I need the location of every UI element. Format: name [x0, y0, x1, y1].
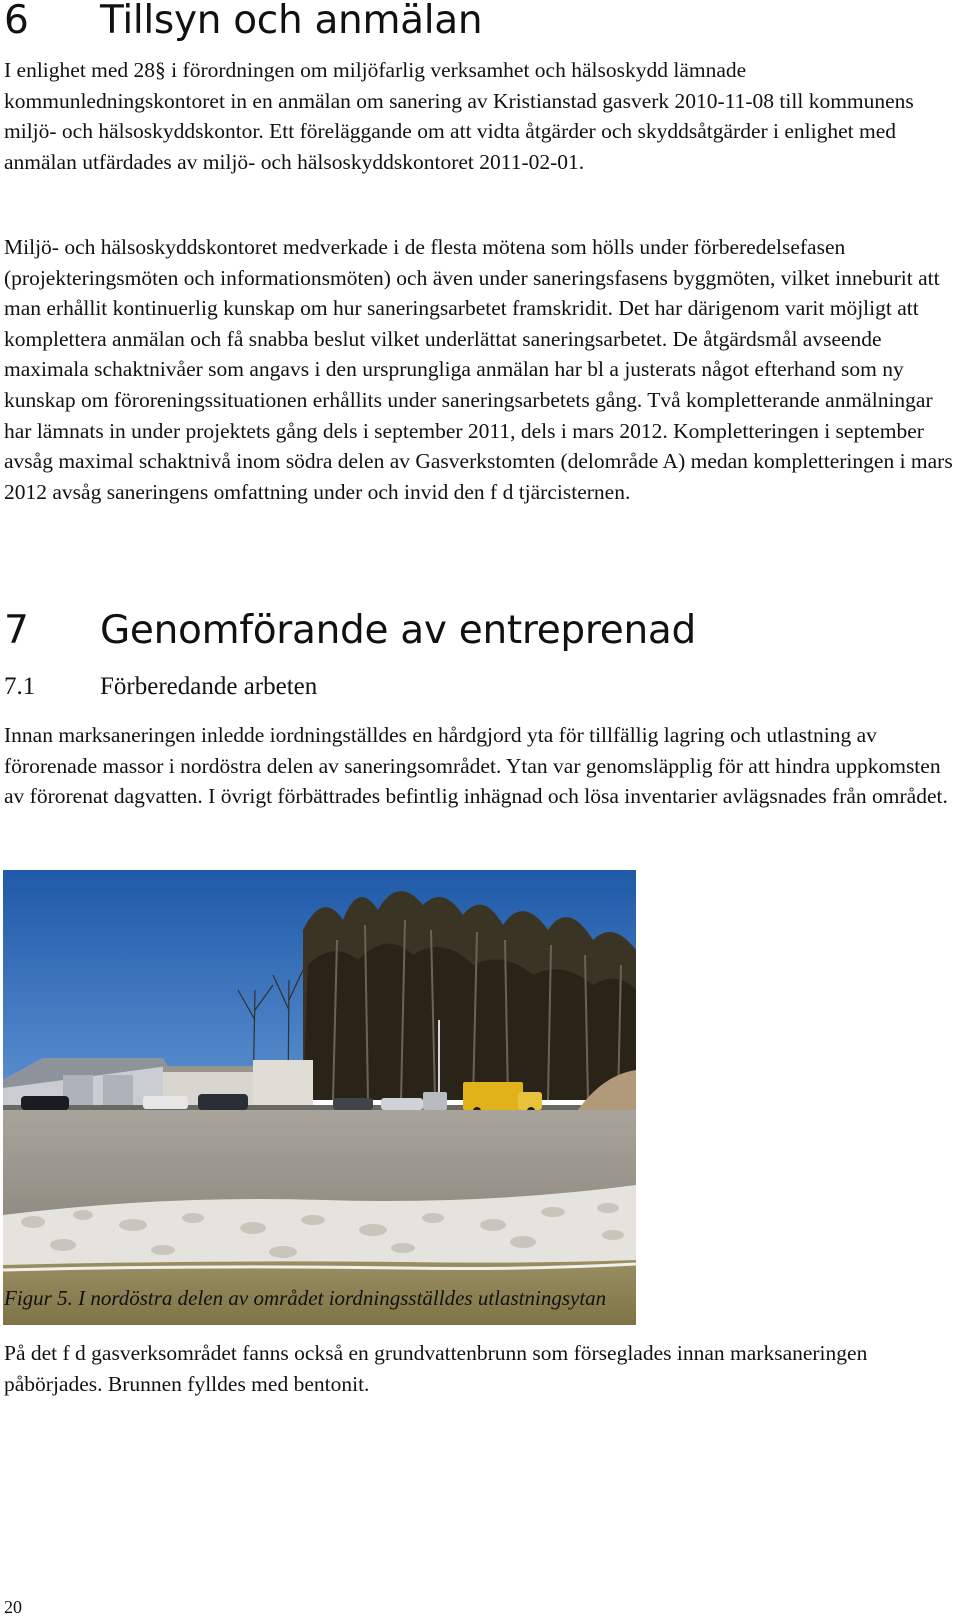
page-number: 20	[4, 1597, 22, 1617]
section-6-paragraph-1: I enlighet med 28§ i förordningen om miljöfarlig verksamhet och hälsoskydd lämnade kommunledningskontoret in en anmälan om sanering av Kristianstad gasverk 2010-11-08 till kommunens miljö- och hälsoskyddskontor. Ett föreläggande om att vidta åtgärder och skyddsåtgärder i enlighet med anmälan utfärdades av miljö- och hälsoskyddskontoret 2011-02-01.	[4, 58, 914, 174]
section-6-title: Tillsyn och anmälan	[100, 0, 483, 43]
section-7-number: 7	[4, 608, 29, 653]
section-6-heading	[4, 0, 482, 43]
section-6-paragraph-2: Miljö- och hälsoskyddskontoret medverkade i de flesta mötena som hölls under förberedelsefasen (projekteringsmöten och informationsmöten) och även under saneringsfasens byggmöten, vilket inneburit att man erhållit kontinuerlig kunskap om hur saneringsarbetet framskridit. Det har därigenom varit möjligt att komplettera anmälan och få snabba beslut vilket underlättat saneringsarbetet. De åtgärdsmål avseende maximala schaktnivåer som angavs i den ursprungliga anmälan har bl a justerats något efterhand som ny kunskap om föroreningssituationen erhållits under saneringsarbetets gång. Två kompletterande anmälningar har lämnats in under projektets gång dels i september 2011, dels i mars 2012. Kompletteringen i september avsåg maximal schaktnivå inom södra delen av Gasverkstomten (delområde A) medan kompletteringen i mars 2012 avsåg saneringens omfattning under och invid den f d tjärcisternen.	[4, 235, 953, 504]
section-7-1-number: 7.1	[4, 673, 36, 700]
section-7-1-title: Förberedande arbeten	[100, 673, 318, 700]
section-7-1-paragraph-1: Innan marksaneringen inledde iordningställdes en hårdgjord yta för tillfällig lagring och utlastning av förorenade massor i nordöstra delen av saneringsområdet. Ytan var genomsläpplig för att hindra uppkomsten av förorenat dagvatten. I övrigt förbättrades befintlig inhägnad och lösa inventarier avlägsnades från området.	[4, 723, 948, 809]
section-7-heading	[4, 609, 696, 653]
figure-caption: Figur 5. I nordöstra delen av området iordningsställdes utlastningsytan	[4, 1286, 607, 1310]
section-7-1-paragraph-2: På det f d gasverksområdet fanns också en grundvattenbrunn som förseglades innan marksaneringen påbörjades. Brunnen fylldes med bentonit.	[4, 1341, 868, 1396]
site-photo	[3, 870, 636, 1325]
section-7-1-heading	[4, 672, 317, 702]
section-7-title: Genomförande av entreprenad	[100, 608, 696, 653]
section-6-number: 6	[4, 0, 29, 43]
